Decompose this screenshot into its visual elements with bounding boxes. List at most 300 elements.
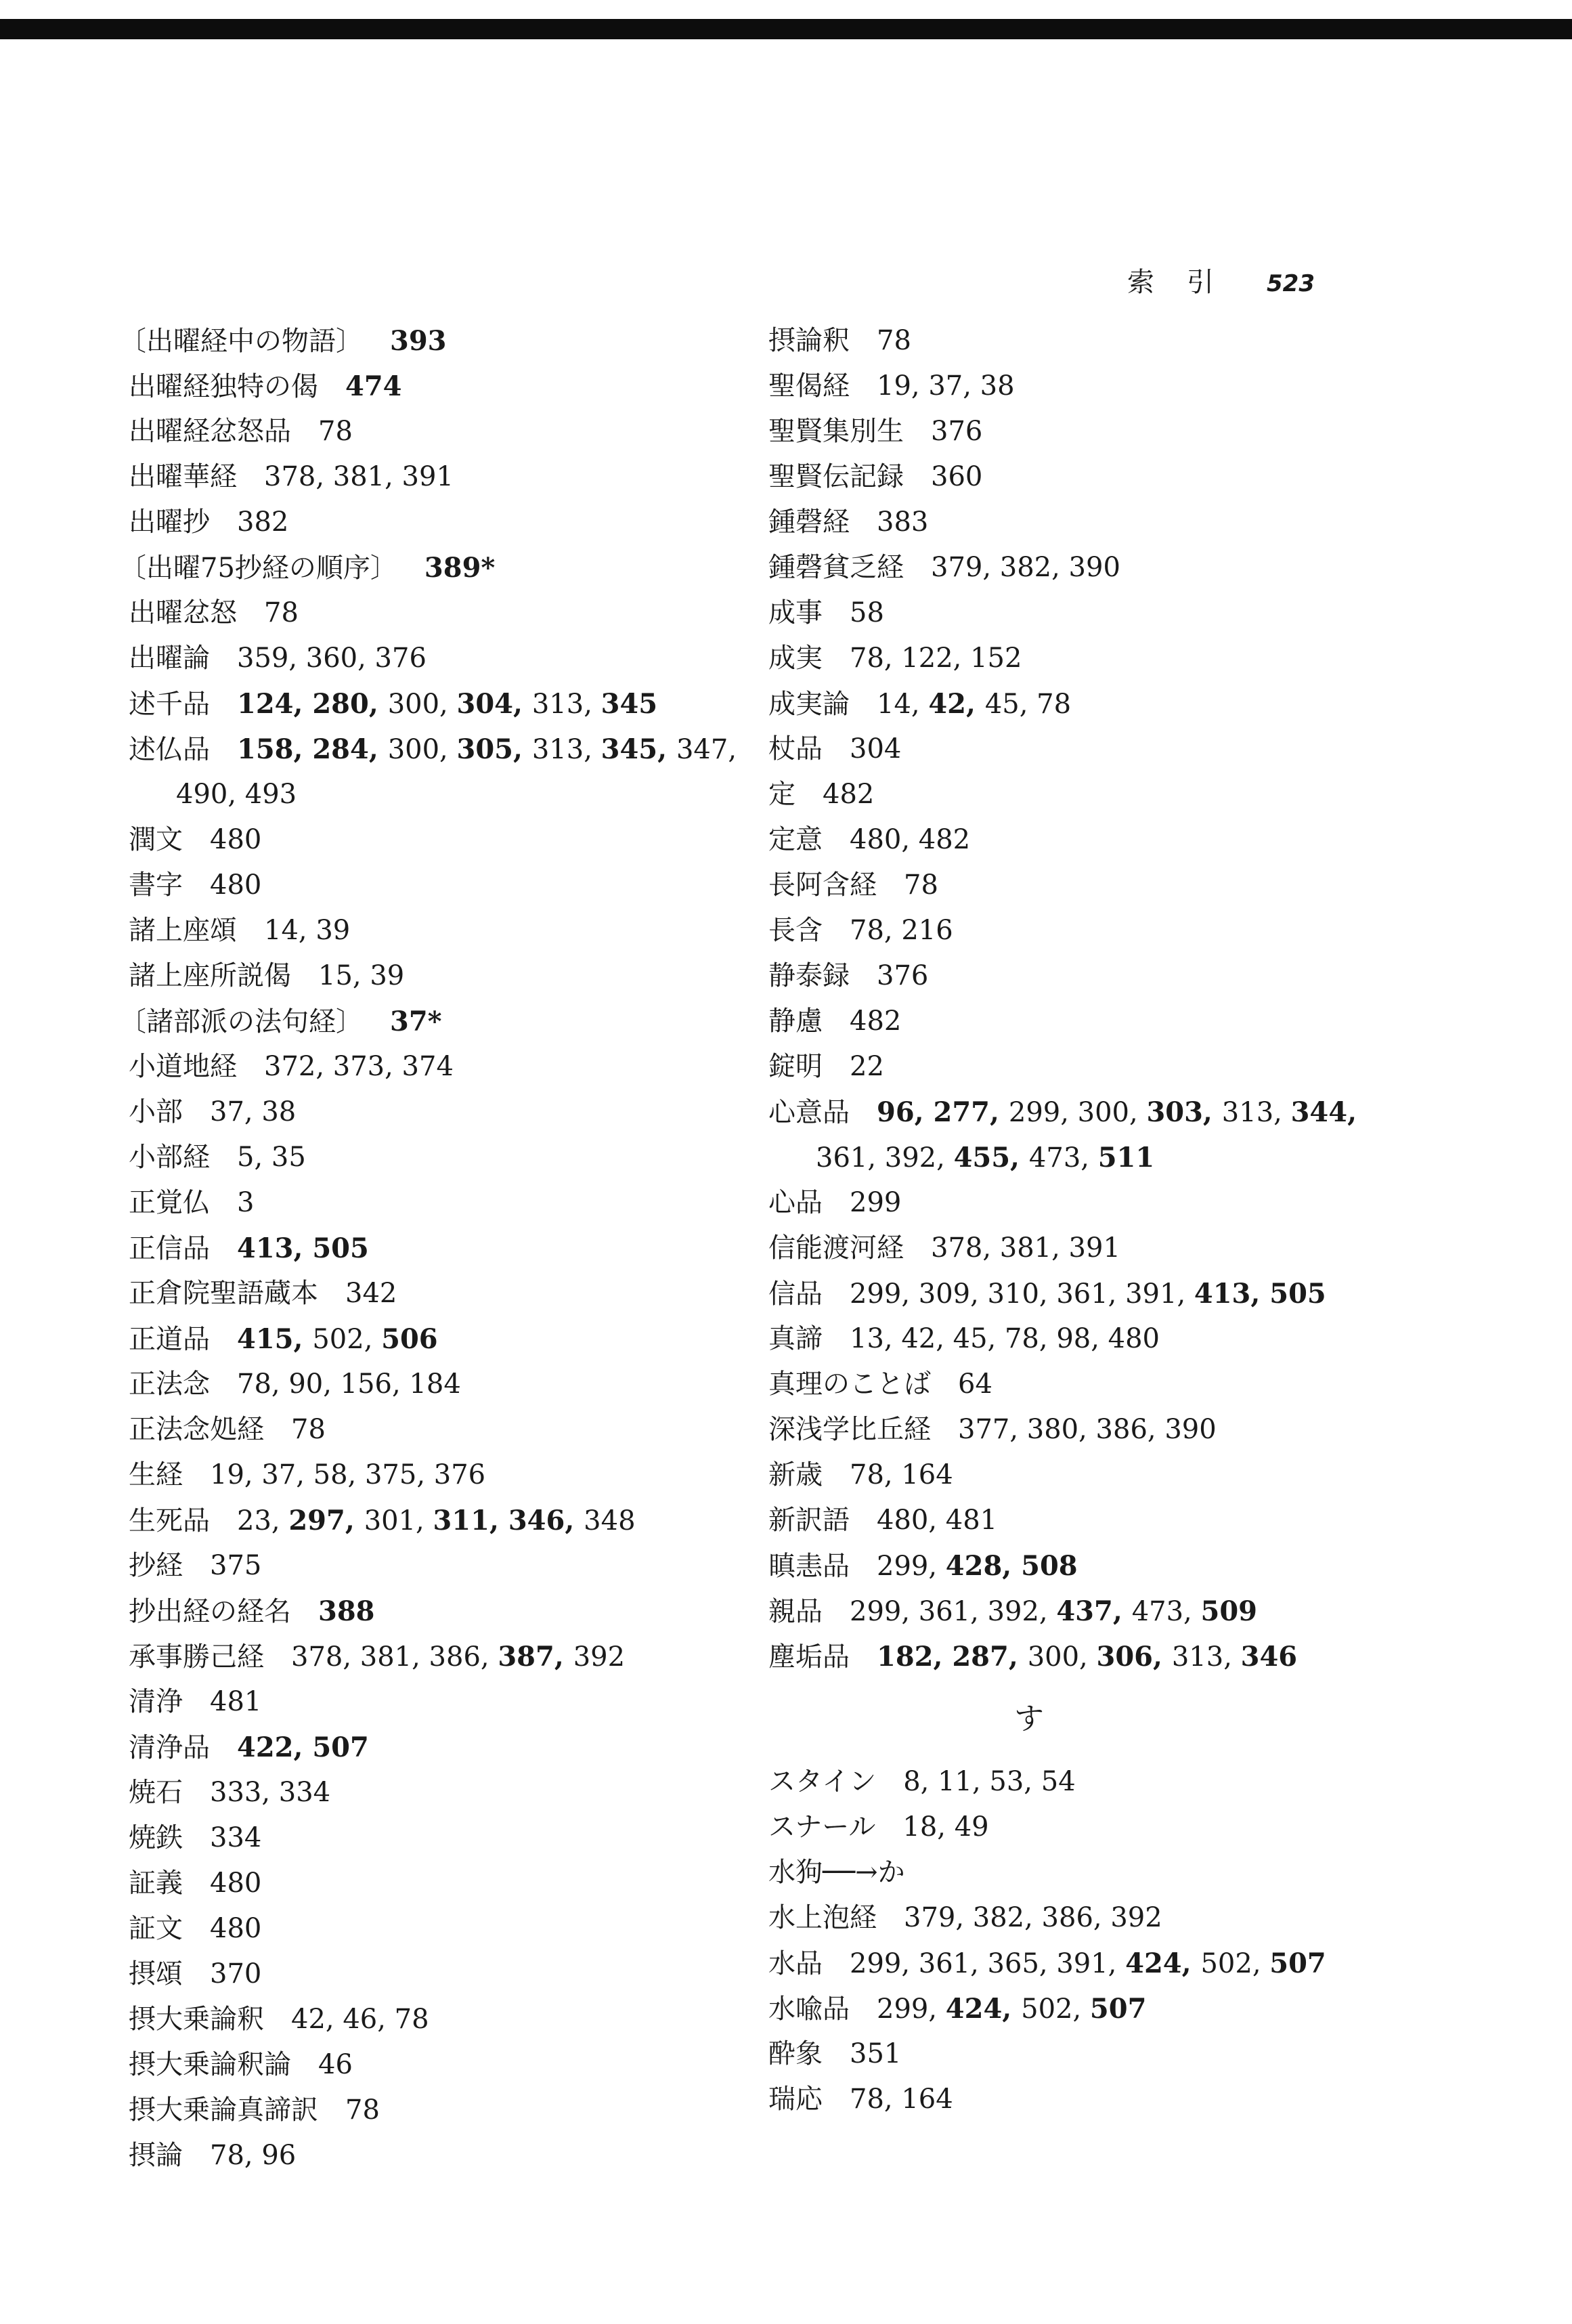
page-ref: 370 <box>210 1958 262 1989</box>
page-ref: 372, 373, 374 <box>264 1051 454 1082</box>
page-ref: 422, 507 <box>237 1731 369 1763</box>
entry-term: 瞋恚品 <box>768 1551 850 1582</box>
page-ref: 511 <box>1097 1142 1155 1174</box>
header-title: 索引 <box>1127 267 1247 298</box>
index-entry <box>129 908 738 953</box>
page-ref: 78 <box>345 2094 380 2126</box>
page-ref: 388 <box>318 1595 375 1627</box>
page-ref: 300, <box>387 689 457 720</box>
page-ref: 19, 37, 58, 375, 376 <box>210 1459 486 1490</box>
page-ref: 96, 277, <box>877 1096 1009 1128</box>
page-ref: 78 <box>904 869 938 901</box>
index-entry <box>129 1316 738 1362</box>
page-ref: 15, 39 <box>318 960 405 991</box>
entry-term: 鍾磬貧乏経 <box>768 552 904 583</box>
index-entry <box>129 727 738 772</box>
entry-pages <box>264 461 454 492</box>
page-ref: 502, <box>312 1324 382 1355</box>
entry-term: 述仏品 <box>129 734 210 765</box>
entry-term: 心品 <box>768 1187 823 1218</box>
entry-pages <box>291 2004 429 2035</box>
page-ref: 376 <box>931 416 983 447</box>
index-entry <box>768 1090 1378 1135</box>
page-ref: 300, <box>387 734 457 765</box>
page-ref: 424, <box>945 1993 1022 2025</box>
index-entry <box>768 1941 1378 1986</box>
page-ref: 299, <box>877 1551 946 1582</box>
page-ref: 64 <box>958 1369 992 1400</box>
page-ref: 378, 381, 386, <box>291 1641 498 1673</box>
entry-pages <box>850 733 901 765</box>
entry-pages <box>877 1994 1146 2025</box>
entry-pages <box>210 869 261 901</box>
entry-term: 出曜抄 <box>129 507 210 538</box>
page-ref: 78, 90, 156, 184 <box>237 1369 461 1400</box>
page-ref: 311, 346, <box>433 1505 584 1536</box>
entry-pages <box>424 553 495 584</box>
page-ref: 480 <box>210 869 262 901</box>
index-entry <box>129 1679 738 1725</box>
entry-term: 清浄 <box>129 1686 183 1717</box>
index-entry <box>768 1452 1378 1498</box>
index-entry <box>129 2042 738 2088</box>
index-entry <box>768 636 1378 681</box>
index-entry <box>768 545 1378 590</box>
entry-pages <box>850 2084 953 2115</box>
entry-pages <box>210 2140 296 2171</box>
index-entry <box>129 1362 738 1407</box>
entry-pages <box>264 915 350 946</box>
entry-pages <box>904 869 938 901</box>
index-entry <box>119 318 738 364</box>
entry-term: 承事勝己経 <box>129 1641 264 1673</box>
page-ref: 359, 360, 376 <box>237 643 427 674</box>
page-ref: 473, <box>1131 1596 1201 1627</box>
entry-pages <box>850 2038 901 2069</box>
entry-term: スタイン <box>768 1766 877 1797</box>
entry-pages <box>345 1278 397 1309</box>
index-entry <box>768 454 1378 500</box>
entry-pages <box>318 1596 375 1627</box>
page-ref: 428, 508 <box>945 1550 1078 1582</box>
entry-pages <box>237 689 657 720</box>
page-number: 523 <box>1267 270 1315 297</box>
entry-pages <box>390 326 447 357</box>
index-entry <box>768 1407 1378 1452</box>
entry-term: 鍾磬経 <box>768 507 850 538</box>
index-entry <box>129 636 738 681</box>
entry-pages <box>318 960 404 991</box>
page-ref: 42, 46, 78 <box>291 2004 429 2035</box>
page-ref: 345, <box>601 733 676 765</box>
index-entry <box>119 999 738 1044</box>
page-ref: 344, <box>1290 1096 1357 1128</box>
index-entry <box>768 318 1378 364</box>
page-ref: 376 <box>877 960 929 991</box>
page-ref: 383 <box>877 507 929 538</box>
page-ref: 22 <box>850 1051 884 1082</box>
entry-term: 焼石 <box>129 1777 183 1808</box>
entry-pages <box>931 552 1120 583</box>
page-ref: 5, 35 <box>237 1142 306 1173</box>
page-ref: 78, 164 <box>850 2084 953 2115</box>
index-column-right <box>768 318 1378 2122</box>
entry-term: 諸上座頌 <box>129 915 237 946</box>
page-ref: 78, 96 <box>210 2140 297 2171</box>
entry-term: 出曜経独特の偈 <box>129 371 318 402</box>
page-ref: 507 <box>1089 1993 1147 2025</box>
entry-term: 聖賢伝記録 <box>768 461 904 492</box>
page-ref: 299, 361, 392, <box>850 1596 1057 1627</box>
page-ref: 379, 382, 390 <box>931 552 1120 583</box>
index-entry <box>129 1906 738 1952</box>
entry-pages <box>931 416 982 447</box>
page-ref: 507 <box>1269 1948 1326 1979</box>
index-entry <box>129 364 738 409</box>
index-entry <box>768 1498 1378 1543</box>
page-ref: 502, <box>1021 1994 1090 2025</box>
page-ref: 299, 309, 310, 361, 391, <box>850 1278 1194 1310</box>
entry-term: 摂頌 <box>129 1958 183 1989</box>
entry-term: 生経 <box>129 1459 183 1490</box>
entry-term: 真理のことば <box>768 1369 931 1400</box>
entry-term: 酔象 <box>768 2038 823 2069</box>
page-ref: 78, 122, 152 <box>850 643 1022 674</box>
page-ref: 14, <box>877 689 929 720</box>
entry-term: 諸上座所説偈 <box>129 960 291 991</box>
entry-term: 出曜華経 <box>129 461 237 492</box>
index-entry <box>129 1180 738 1226</box>
entry-pages <box>237 1732 369 1763</box>
page-ref: 437, <box>1056 1595 1132 1627</box>
entry-term: 正道品 <box>129 1324 210 1355</box>
page-ref: 299 <box>850 1187 902 1218</box>
page-ref: 389* <box>424 552 496 584</box>
page-ref: 413, 505 <box>1194 1278 1326 1310</box>
entry-term: 述千品 <box>129 689 210 720</box>
page-ref: 506 <box>381 1323 438 1355</box>
index-entry <box>768 908 1378 953</box>
page-ref: 375 <box>210 1550 262 1581</box>
entry-pages <box>237 1505 636 1536</box>
index-entry <box>129 2088 738 2133</box>
entry-term: 心意品 <box>768 1097 850 1128</box>
entry-term: 正法念処経 <box>129 1414 264 1445</box>
index-entry <box>768 1543 1378 1589</box>
entry-pages <box>237 1187 254 1218</box>
index-entry <box>768 1895 1378 1941</box>
entry-pages <box>850 1323 1160 1354</box>
entry-term: 聖賢集別生 <box>768 416 904 447</box>
page-ref: 78 <box>291 1414 326 1445</box>
page-ref: 78, 164 <box>850 1459 953 1490</box>
page-ref: 342 <box>345 1278 397 1309</box>
index-entry <box>768 1362 1378 1407</box>
entry-term: 潤文 <box>129 824 183 855</box>
index-entry <box>768 863 1378 908</box>
entry-pages <box>904 1902 1162 1933</box>
entry-term: 清浄品 <box>129 1732 210 1763</box>
index-entry <box>768 681 1378 727</box>
page-ref: 351 <box>850 2038 902 2069</box>
entry-term: 焼鉄 <box>129 1822 183 1853</box>
entry-term: スナール <box>768 1811 876 1843</box>
entry-term: 書字 <box>129 869 183 901</box>
index-entry <box>129 1770 738 1815</box>
page-ref: 348 <box>584 1505 636 1536</box>
index-entry <box>768 727 1378 772</box>
index-entry <box>129 1861 738 1906</box>
entry-pages <box>877 1505 997 1536</box>
page-ref: 377, 380, 386, 390 <box>958 1414 1217 1445</box>
entry-pages <box>850 1596 1257 1627</box>
page-ref: 158, 284, <box>237 733 388 765</box>
page-ref: 313, <box>531 734 601 765</box>
entry-pages <box>850 915 953 946</box>
entry-pages <box>850 1948 1326 1979</box>
page-ref: 480 <box>210 1868 262 1899</box>
index-entry <box>129 1543 738 1589</box>
entry-term: 小部経 <box>129 1142 210 1173</box>
entry-pages <box>237 643 427 674</box>
index-entry <box>129 1226 738 1271</box>
entry-pages <box>210 1913 261 1944</box>
entry-term: 静泰録 <box>768 960 850 991</box>
entry-term: 成実 <box>768 643 823 674</box>
entry-term: 信能渡河経 <box>768 1232 904 1264</box>
entry-pages <box>345 371 402 402</box>
index-entry <box>768 1986 1378 2031</box>
entry-pages <box>237 1369 461 1400</box>
index-entry <box>129 500 738 545</box>
entry-pages <box>237 734 737 765</box>
page-ref: 124, 280, <box>237 688 388 720</box>
index-entry <box>129 409 738 454</box>
page-ref: 299, 361, 365, 391, <box>850 1948 1126 1979</box>
index-entry <box>129 863 738 908</box>
page-ref: 306, <box>1096 1641 1172 1673</box>
entry-pages <box>210 1822 261 1853</box>
index-entry <box>768 999 1378 1044</box>
entry-pages <box>877 689 1071 720</box>
entry-term: 摂大乗論真諦訳 <box>129 2094 318 2126</box>
page-ref: 333, 334 <box>210 1777 331 1808</box>
entry-pages <box>850 1459 953 1490</box>
entry-pages <box>877 1097 1357 1128</box>
page-ref: 3 <box>237 1187 255 1218</box>
index-entry <box>129 681 738 727</box>
entry-pages <box>318 2049 353 2080</box>
index-entry <box>129 1407 738 1452</box>
page-ref: 37, 38 <box>210 1096 297 1127</box>
entry-term: 生死品 <box>129 1505 210 1536</box>
index-entry <box>768 2031 1378 2077</box>
entry-term: 杖品 <box>768 733 823 765</box>
page-ref: 379, 382, 386, 392 <box>904 1902 1162 1933</box>
page-ref: 305, <box>456 733 532 765</box>
page-ref: 345 <box>601 688 658 720</box>
entry-pages <box>958 1414 1217 1445</box>
page-ref: 19, 37, 38 <box>877 370 1015 402</box>
page-ref: 482 <box>823 779 875 810</box>
entry-term: 摂論釈 <box>768 325 850 356</box>
entry-pages <box>823 779 874 810</box>
entry-term: 定意 <box>768 824 823 855</box>
section-heading: す <box>1014 1702 1044 1736</box>
entry-term: 出曜論 <box>129 643 210 674</box>
entry-term: 出曜経忿怒品 <box>129 416 291 447</box>
page-ref: 313, <box>531 689 601 720</box>
entry-pages <box>958 1369 992 1400</box>
index-entry <box>768 1271 1378 1316</box>
page-ref: 361, 392, <box>816 1142 954 1174</box>
page-ref: 299, <box>877 1994 946 2025</box>
entry-term: 瑞応 <box>768 2084 823 2115</box>
entry-term: 抄経 <box>129 1550 183 1581</box>
entry-term: 摂大乗論釈論 <box>129 2049 291 2080</box>
index-entry <box>768 1226 1378 1271</box>
entry-pages <box>210 1550 261 1581</box>
page-ref: 23, <box>237 1505 289 1536</box>
index-entry <box>768 772 1378 817</box>
page-ref: 78, 216 <box>850 915 953 946</box>
entry-continuation <box>768 1135 1378 1180</box>
index-entry <box>129 1452 738 1498</box>
page-ref: 455, <box>953 1142 1029 1174</box>
entry-term: 水上泡経 <box>768 1902 877 1933</box>
index-entry <box>129 1815 738 1861</box>
entry-pages <box>237 507 288 538</box>
page-ref: 45, 78 <box>984 689 1072 720</box>
entry-pages <box>237 1233 369 1264</box>
entry-pages <box>318 416 353 447</box>
entry-term: 水喩品 <box>768 1994 850 2025</box>
page-ref: 313, <box>1171 1641 1241 1673</box>
page-ref: 303, <box>1146 1096 1222 1128</box>
index-entry <box>129 1634 738 1679</box>
entry-pages <box>931 461 982 492</box>
page-ref: 347, <box>676 734 737 765</box>
index-entry <box>768 590 1378 636</box>
entry-pages <box>850 1006 901 1037</box>
page-ref: 480, 481 <box>877 1505 998 1536</box>
page-ref: 424, <box>1125 1948 1201 1979</box>
entry-term: 水品 <box>768 1948 823 1979</box>
entry-pages <box>877 960 928 991</box>
entry-term: 〔諸部派の法句経〕 <box>119 1006 363 1037</box>
entry-term: 正法念 <box>129 1369 210 1400</box>
index-column-left <box>119 318 738 2178</box>
index-entry <box>129 590 738 636</box>
entry-term: 正倉院聖語蔵本 <box>129 1278 318 1309</box>
page-ref: 480, 482 <box>850 824 971 855</box>
index-entry <box>768 409 1378 454</box>
entry-term: 抄出経の経名 <box>129 1596 291 1627</box>
entry-term: 正信品 <box>129 1233 210 1264</box>
entry-term: 聖偈経 <box>768 370 850 402</box>
page-ref: 334 <box>210 1822 262 1853</box>
index-entry <box>129 1725 738 1770</box>
index-entry <box>768 1589 1378 1634</box>
entry-term: 親品 <box>768 1596 823 1627</box>
page-ref: 473, <box>1028 1142 1098 1174</box>
entry-term: 証義 <box>129 1868 183 1899</box>
index-entry <box>768 1805 1378 1850</box>
entry-term: 成実論 <box>768 689 850 720</box>
entry-term: 小道地経 <box>129 1051 237 1082</box>
entry-pages <box>210 824 261 855</box>
entry-pages <box>210 1777 330 1808</box>
entry-term: 〔出曜75抄経の順序〕 <box>119 553 397 584</box>
index-entry <box>129 1589 738 1634</box>
entry-term: 信品 <box>768 1278 823 1310</box>
entry-term: 定 <box>768 779 795 810</box>
index-entry <box>129 817 738 863</box>
page-ref: 18, 49 <box>902 1811 989 1843</box>
page-ref: 482 <box>850 1006 902 1037</box>
entry-pages <box>877 1641 1297 1673</box>
index-entry <box>119 545 738 590</box>
page-ref: 502, <box>1200 1948 1270 1979</box>
index-entry <box>768 364 1378 409</box>
page-ref: 346 <box>1240 1641 1298 1673</box>
page-ref: 392 <box>573 1641 626 1673</box>
entry-pages <box>210 1868 261 1899</box>
page-ref: 474 <box>345 370 402 402</box>
entry-pages <box>210 1686 261 1717</box>
page-ref: 480 <box>210 824 262 855</box>
page-ref: 42, <box>928 688 985 720</box>
index-entry <box>129 1271 738 1316</box>
entry-pages <box>850 643 1022 674</box>
index-entry <box>768 1759 1378 1805</box>
page-ref: 300, <box>1027 1641 1097 1673</box>
index-entry <box>129 1952 738 1997</box>
page-ref: 382 <box>237 507 289 538</box>
entry-pages <box>264 597 299 628</box>
entry-pages <box>264 1051 454 1082</box>
page-ref: 58 <box>850 597 884 628</box>
entry-pages <box>345 2094 380 2126</box>
entry-term: 深浅学比丘経 <box>768 1414 931 1445</box>
index-entry <box>768 1316 1378 1362</box>
page-ref: 78 <box>318 416 353 447</box>
page-ref: 509 <box>1200 1595 1257 1627</box>
index-entry <box>129 1997 738 2042</box>
entry-pages <box>931 1232 1120 1264</box>
page-ref: 378, 381, 391 <box>931 1232 1120 1264</box>
entry-term: 静慮 <box>768 1006 823 1037</box>
entry-pages <box>291 1414 326 1445</box>
entry-pages <box>210 1958 261 1989</box>
entry-continuation: 490, 493 <box>176 779 297 810</box>
page-ref: 360 <box>931 461 983 492</box>
index-entry <box>768 953 1378 999</box>
page-ref: 301, <box>364 1505 433 1536</box>
entry-pages <box>877 507 928 538</box>
index-entry <box>768 1850 1378 1895</box>
index-entry <box>129 1044 738 1090</box>
page-header <box>1127 261 1315 299</box>
entry-term: 塵垢品 <box>768 1641 850 1673</box>
entry-pages <box>877 1551 1078 1582</box>
entry-term: 長含 <box>768 915 823 946</box>
page-ref: 297, <box>288 1505 364 1536</box>
page-ref: 413, 505 <box>237 1232 369 1264</box>
page-ref: 313, <box>1221 1097 1291 1128</box>
entry-pages <box>850 597 884 628</box>
entry-term: 新歳 <box>768 1459 823 1490</box>
